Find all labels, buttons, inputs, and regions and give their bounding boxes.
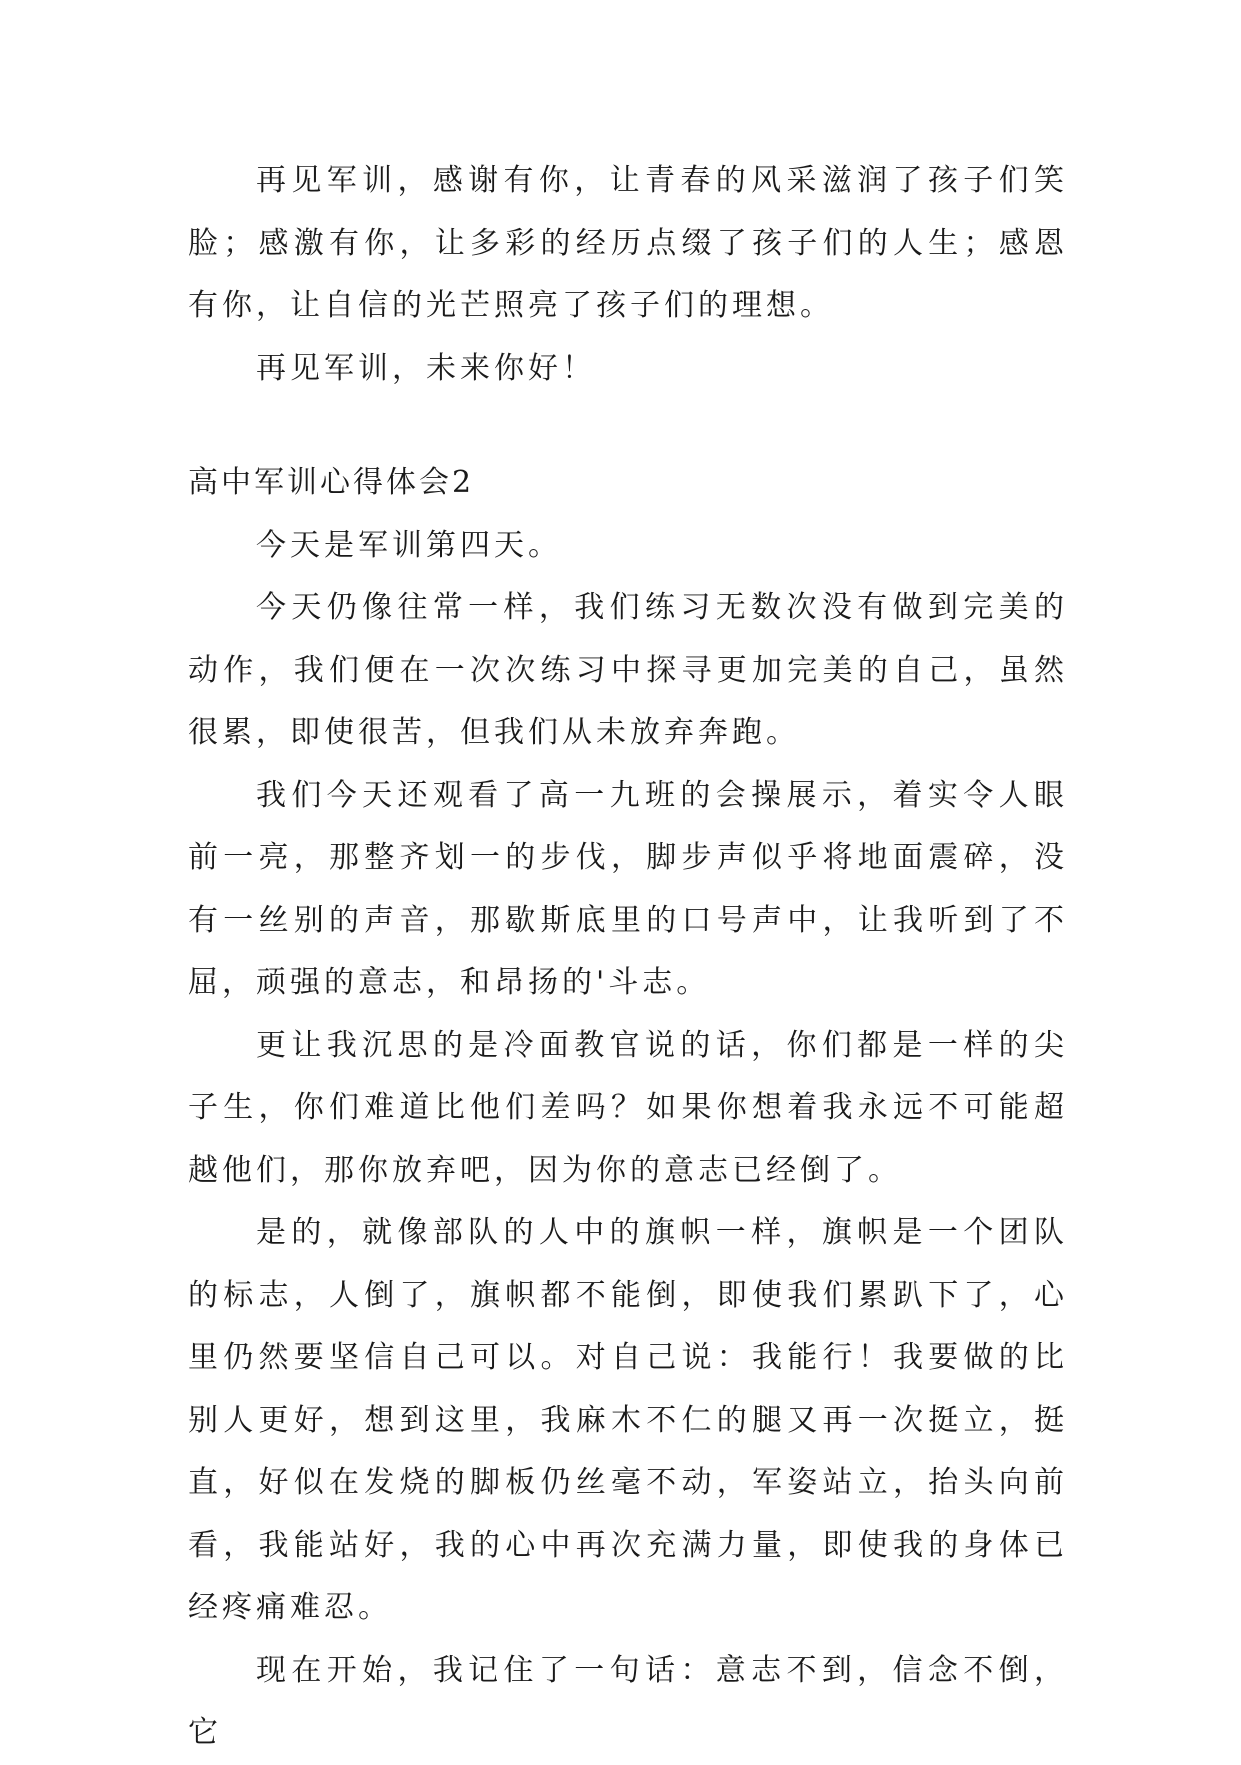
section-heading: 高中军训心得体会2 xyxy=(188,465,475,500)
paragraph: 我们今天还观看了高一九班的会操展示，着实令人眼前一亮，那整齐划一的步伐，脚步声似乎将地面震碎，没有一丝别的声音，那歇斯底里的口号声中，让我听到了不屈，顽强的意志，和昂扬的'斗志。 xyxy=(188,777,1068,1000)
paragraph: 再见军训，感谢有你，让青春的风采滋润了孩子们笑脸；感激有你，让多彩的经历点缀了孩子们的人生；感恩有你，让自信的光芒照亮了孩子们的理想。 xyxy=(188,163,1068,323)
document-body xyxy=(188,150,1068,1765)
paragraph: 现在开始，我记住了一句话：意志不到，信念不倒，它 xyxy=(188,1652,1068,1750)
paragraph: 再见军训，未来你好！ xyxy=(256,350,596,386)
paragraph: 今天是军训第四天。 xyxy=(256,527,562,563)
paragraph: 更让我沉思的是冷面教官说的话，你们都是一样的尖子生，你们难道比他们差吗？如果你想着我永远不可能超越他们，那你放弃吧，因为你的意志已经倒了。 xyxy=(188,1027,1068,1188)
paragraph: 是的，就像部队的人中的旗帜一样，旗帜是一个团队的标志，人倒了，旗帜都不能倒，即使我们累趴下了，心里仍然要坚信自己可以。对自己说：我能行！我要做的比别人更好，想到这里，我麻木不仁的腿又再一次挺立，挺直，好似在发烧的脚板仍丝毫不动，军姿站立，抬头向前看，我能站好，我的心中再次充满力量，即使我的身体已经疼痛难忍。 xyxy=(188,1215,1068,1625)
paragraph: 今天仍像往常一样，我们练习无数次没有做到完美的动作，我们便在一次次练习中探寻更加完美的自己，虽然很累，即使很苦，但我们从未放弃奔跑。 xyxy=(188,590,1068,750)
